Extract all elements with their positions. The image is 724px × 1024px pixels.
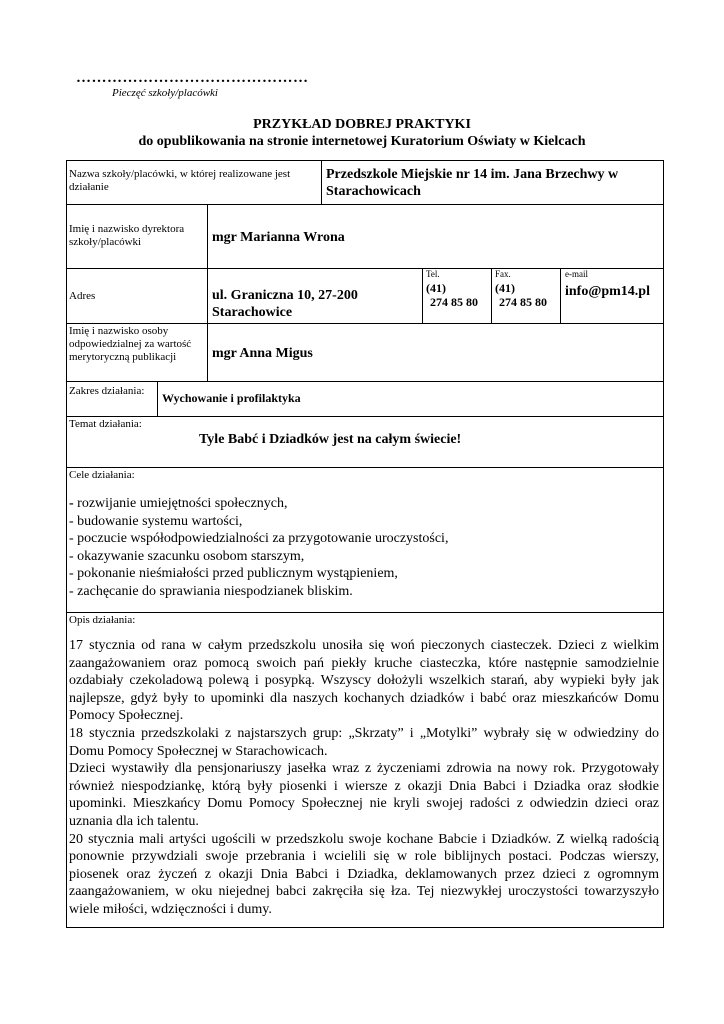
col-divider: [157, 381, 158, 416]
col-divider: [321, 160, 322, 204]
row-divider: [66, 204, 664, 205]
goal-item: - okazywanie szacunku osobom starszym,: [69, 548, 305, 564]
description-paragraph: 20 stycznia mali artyści ugościli w przedszkolu swoje kochane Babcie i Dziadków. Z wielką radością ponownie przywdziali swoje przebrania i wcielili się w role biblijnych postaci. Podczas wierszy, piosenek oraz życzeń z okazji Dnia Babci i Dziadka, deklamowanych przez dzieci z ogromnym zaangażowaniem, w oku niejednej babci zakręciła się łza. Tej niezwykłej uroczystości towarzyszyło wiele miłości, wdzięczności i dumy.: [69, 831, 659, 917]
row-divider: [66, 467, 664, 468]
goal-item: - budowanie systemu wartości,: [69, 513, 243, 529]
document-title: PRZYKŁAD DOBREJ PRAKTYKI: [253, 117, 471, 132]
director-value: mgr Marianna Wrona: [212, 230, 345, 245]
fax-number: 274 85 80: [499, 295, 547, 309]
responsible-value: mgr Anna Migus: [212, 346, 313, 361]
row-divider: [66, 381, 664, 382]
topic-value: Tyle Babć i Dziadków jest na całym świecie!: [199, 432, 462, 447]
goal-item: - poczucie współodpowiedzialności za przygotowanie uroczystości,: [69, 531, 449, 547]
col-divider: [560, 268, 561, 323]
responsible-label: Imię i nazwisko osoby odpowiedzialnej za wartość merytoryczną publikacji: [69, 325, 192, 363]
scope-value: Wychowanie i profilaktyka: [162, 391, 301, 405]
email-label: e-mail: [565, 269, 588, 279]
school-name-value: Przedszkole Miejskie nr 14 im. Jana Brzechwy w Starachowicach: [326, 167, 619, 199]
description-body: [69, 637, 659, 919]
goal-item: - pokonanie nieśmiałości przed publicznym wystąpieniem,: [69, 566, 398, 582]
email-value: info@pm14.pl: [565, 284, 650, 299]
col-divider: [422, 268, 423, 323]
goals-label: Cele działania:: [69, 469, 135, 481]
description-paragraph: Dzieci wystawiły dla pensjonariuszy jasełka wraz z życzeniami zdrowia na nowy rok. Przygotowały również niespodziankę, którą były piosenki i wiersze z okazji Dnia Babci i Dziadka oraz słodkie upominki. Mieszkańcy Domu Pomocy Społecznej nie kryli swojej radości z odwiedzin dzieci oraz uznania dla ich talentu.: [69, 761, 659, 829]
tel-number: 274 85 80: [430, 295, 478, 309]
goal-item: - rozwijanie umiejętności społecznych,: [69, 496, 288, 511]
goals-list: [69, 495, 629, 601]
stamp-label: Pieczęć szkoły/placówki: [112, 87, 218, 99]
fax-code: (41): [495, 281, 515, 295]
description-paragraph: 18 stycznia przedszkolaki z najstarszych grup: „Skrzaty” i „Motylki” wybrały się w odwiedziny do Domu Pomocy Społecznej w Starachowicach.: [69, 725, 659, 759]
row-divider: [66, 323, 664, 324]
school-name-label: Nazwa szkoły/placówki, w której realizowane jest działanie: [69, 168, 291, 193]
scope-label: Zakres działania:: [69, 385, 145, 397]
address-value: ul. Graniczna 10, 27-200 Starachowice: [212, 288, 358, 320]
director-label: Imię i nazwisko dyrektora szkoły/placówki: [69, 223, 185, 248]
row-divider: [66, 416, 664, 417]
fax-label: Fax.: [495, 269, 511, 279]
col-divider: [207, 204, 208, 381]
tel-label: Tel.: [426, 269, 440, 279]
topic-label: Temat działania:: [69, 418, 142, 430]
description-paragraph: 17 stycznia od rana w całym przedszkolu unosiła się woń pieczonych ciasteczek. Dzieci z wielkim zaangażowaniem oraz pomocą swoich pań piekły kruche ciasteczka, które następnie samodzielnie ozdabiały czekoladową polewą i posypką. Wszyscy dołożyli wszelkich starań, aby wypieki były jak najlepsze, gdyż były to upominki dla naszych kochanych dziadków i babć oraz mieszkańców Domu Pomocy Społecznej.: [69, 638, 659, 724]
description-label: Opis działania:: [69, 614, 136, 626]
col-divider: [491, 268, 492, 323]
row-divider: [66, 612, 664, 613]
document-subtitle: do opublikowania na stronie internetowej Kuratorium Oświaty w Kielcach: [138, 134, 586, 149]
stamp-placeholder: ………………………………………: [76, 70, 309, 86]
tel-code: (41): [426, 281, 446, 295]
address-label: Adres: [69, 290, 96, 302]
goal-item: - zachęcanie do sprawiania niespodzianek bliskim.: [69, 583, 353, 599]
